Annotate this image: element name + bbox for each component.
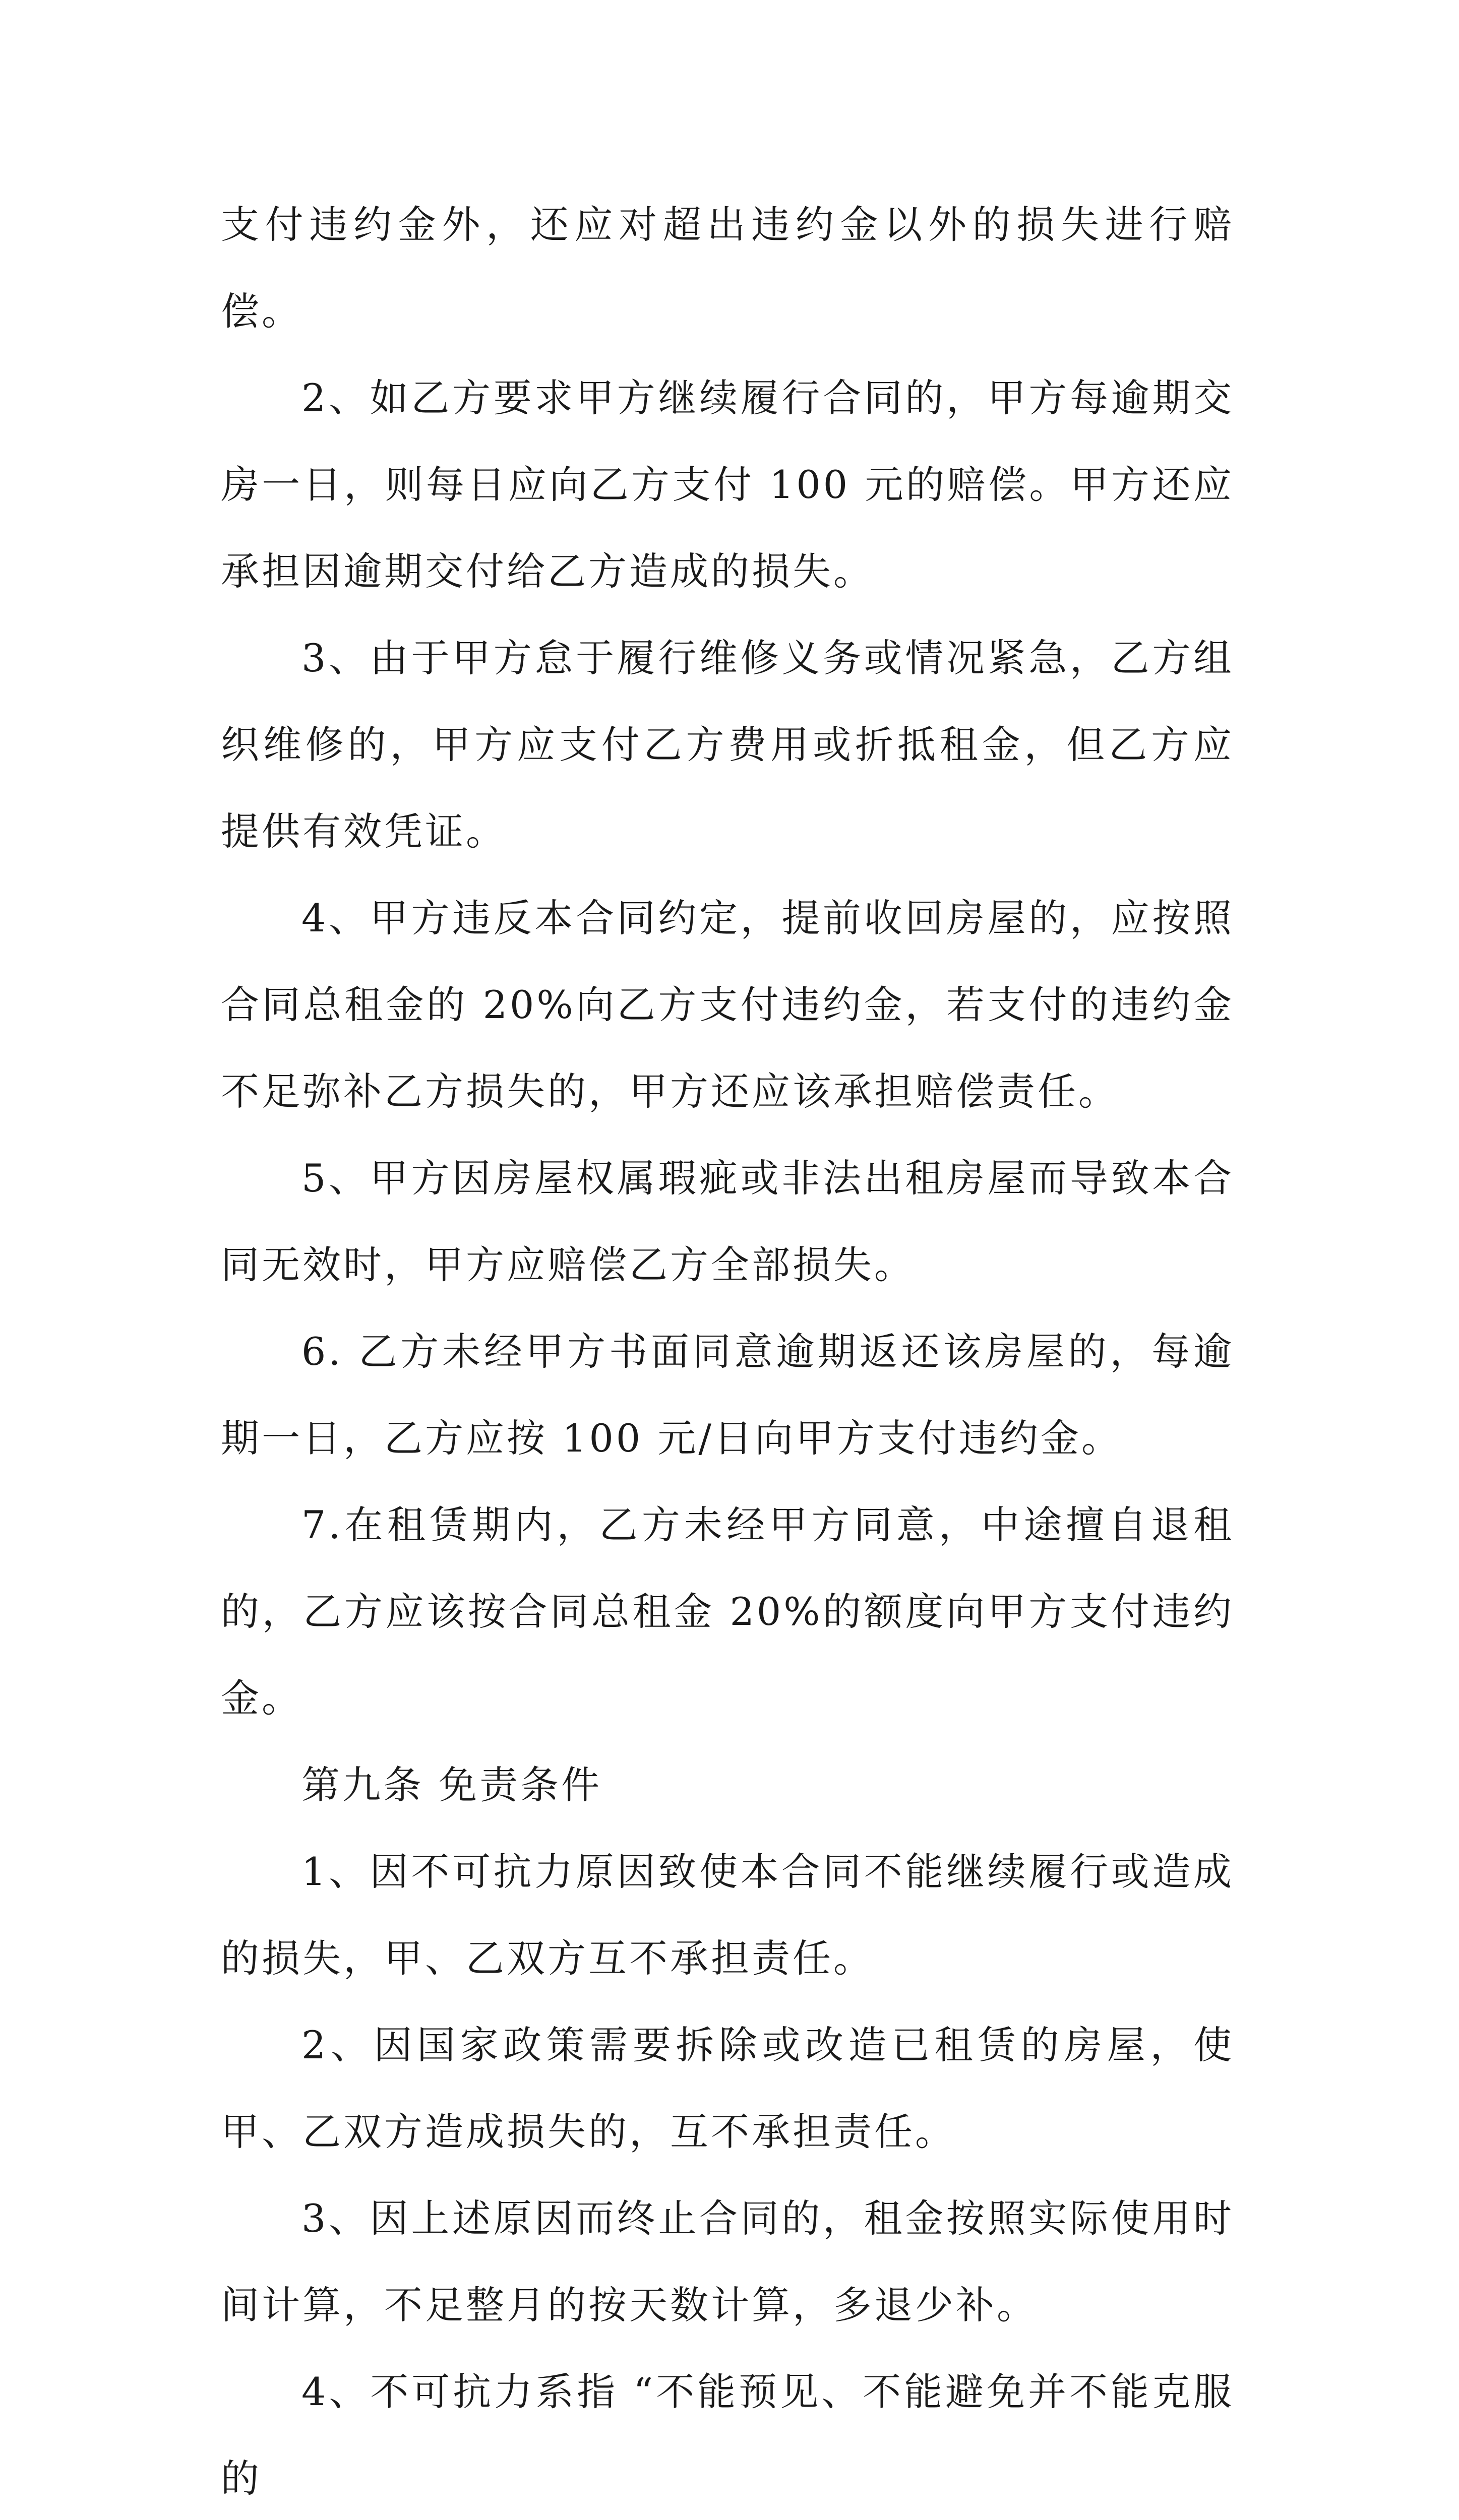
paragraph-clause-7-early-termination: 7.在租赁期内，乙方未经甲方同意，中途擅自退租的，乙方应该按合同总租金 20%的额度向甲方支付违约金。 (221, 1502, 1234, 1721)
paragraph-continuation: 支付违约金外，还应对超出违约金以外的损失进行赔偿。 (221, 202, 1234, 334)
section-heading-article-9: 第九条 免责条件 (301, 1762, 602, 1807)
paragraph-exemption-4-definition: 4、不可抗力系指 “不能预见、不能避免并不能克服的 (221, 2369, 1234, 2501)
paragraph-exemption-2-policy: 2、因国家政策需要拆除或改造已租赁的房屋，使甲、乙双方造成损失的，互不承担责任。 (221, 2023, 1234, 2154)
paragraph-clause-3-repair: 3、由于甲方怠于履行维修义务或情况紧急，乙方组织维修的，甲方应支付乙方费用或折抵租金，但乙方应提供有效凭证。 (221, 636, 1234, 854)
paragraph-clause-6-overdue-return: 6. 乙方未经甲方书面同意逾期返还该房屋的，每逾期一日，乙方应按 100 元/日向甲方支付违约金。 (221, 1329, 1234, 1461)
paragraph-clause-5-invalid-contract: 5、甲方因房屋权属瑕疵或非法出租房屋而导致本合同无效时，甲方应赔偿乙方全部损失。 (221, 1156, 1234, 1287)
paragraph-exemption-3-rent-settlement: 3、因上述原因而终止合同的，租金按照实际使用时间计算，不足整月的按天数计算，多退少补。 (221, 2196, 1234, 2327)
paragraph-clause-2-delivery-delay: 2、如乙方要求甲方继续履行合同的，甲方每逾期交房一日，则每日应向乙方支付 100 元的赔偿。甲方还应承担因逾期交付给乙方造成的损失。 (221, 375, 1234, 594)
paragraph-clause-4-early-recovery: 4、甲方违反本合同约定，提前收回房屋的，应按照合同总租金的 20%向乙方支付违约金，若支付的违约金不足弥补乙方损失的，甲方还应该承担赔偿责任。 (221, 896, 1234, 1114)
paragraph-exemption-1-force-majeure: 1、因不可抗力原因致使本合同不能继续履行或造成的损失，甲、乙双方互不承担责任。 (221, 1849, 1234, 1981)
document-body (221, 181, 1234, 2520)
